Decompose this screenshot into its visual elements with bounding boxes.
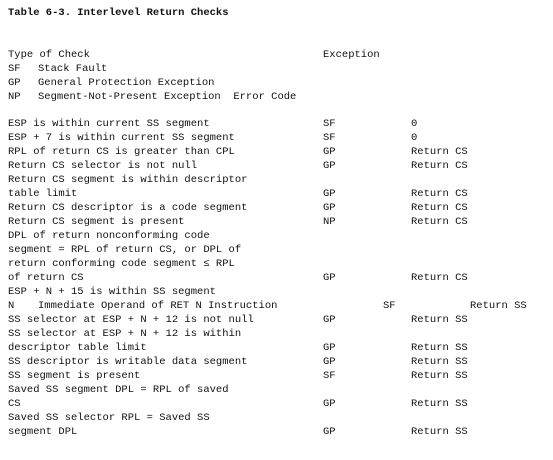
exception-code: GP (323, 202, 336, 214)
exception-code: GP (323, 356, 336, 368)
check-description: DPL of return nonconforming code (8, 230, 210, 242)
check-description: table limit (8, 188, 78, 200)
error-code: Return SS (411, 398, 468, 410)
error-code: Return CS (411, 272, 468, 284)
legend-code: SF (8, 63, 21, 75)
exception-code: GP (323, 146, 336, 158)
exception-code: GP (323, 188, 336, 200)
exception-code: SF (323, 118, 336, 130)
exception-code: GP (323, 272, 336, 284)
check-description: CS (8, 398, 21, 410)
error-code: Return CS (411, 188, 468, 200)
n-code: N (8, 300, 15, 312)
check-description: Return CS segment is present (8, 216, 185, 228)
error-code: 0 (411, 118, 418, 130)
error-code: Return CS (411, 202, 468, 214)
table-title: Table 6-3. Interlevel Return Checks (8, 7, 229, 19)
type-of-check-heading: Type of Check (8, 49, 90, 61)
check-description: segment = RPL of return CS, or DPL of (8, 244, 242, 256)
legend-text: General Protection Exception (38, 77, 215, 89)
error-code: Return SS (411, 356, 468, 368)
check-description: return conforming code segment ≤ RPL (8, 258, 235, 270)
check-description: ESP + 7 is within current SS segment (8, 132, 235, 144)
exception-code: GP (323, 398, 336, 410)
check-description: Return CS descriptor is a code segment (8, 202, 248, 214)
check-description: ESP + N + 15 is within SS segment (8, 286, 216, 298)
check-description: segment DPL (8, 426, 78, 438)
check-description: ESP is within current SS segment (8, 118, 210, 130)
exception-code: GP (323, 160, 336, 172)
check-description: descriptor table limit (8, 342, 147, 354)
error-code: 0 (411, 132, 418, 144)
check-description: Return CS segment is within descriptor (8, 174, 248, 186)
error-code: Return SS (411, 370, 468, 382)
error-code: Return SS (411, 426, 468, 438)
exception-heading: Exception (323, 49, 380, 61)
exception-code: SF (383, 300, 396, 312)
check-description: Return CS selector is not null (8, 160, 198, 172)
check-description: Saved SS segment DPL = RPL of saved (8, 384, 229, 396)
exception-code: SF (323, 132, 336, 144)
check-description: RPL of return CS is greater than CPL (8, 146, 235, 158)
n-description: Immediate Operand of RET N Instruction (38, 300, 278, 312)
check-description: SS segment is present (8, 370, 141, 382)
error-code: Return SS (411, 314, 468, 326)
error-code: Return CS (411, 160, 468, 172)
error-code: Return SS (470, 300, 527, 312)
error-code: Return CS (411, 146, 468, 158)
check-description: SS selector at ESP + N + 12 is not null (8, 314, 254, 326)
exception-code: SF (323, 370, 336, 382)
legend-text: Stack Fault (38, 63, 108, 75)
error-code: Return CS (411, 216, 468, 228)
legend-code: NP (8, 91, 21, 103)
exception-code: GP (323, 314, 336, 326)
exception-code: GP (323, 426, 336, 438)
check-description: SS selector at ESP + N + 12 is within (8, 328, 242, 340)
exception-code: GP (323, 342, 336, 354)
check-description: Saved SS selector RPL = Saved SS (8, 412, 210, 424)
exception-code: NP (323, 216, 336, 228)
check-description: of return CS (8, 272, 84, 284)
error-code: Return SS (411, 342, 468, 354)
legend-text: Segment-Not-Present Exception Error Code (38, 91, 297, 103)
legend-code: GP (8, 77, 21, 89)
check-description: SS descriptor is writable data segment (8, 356, 248, 368)
